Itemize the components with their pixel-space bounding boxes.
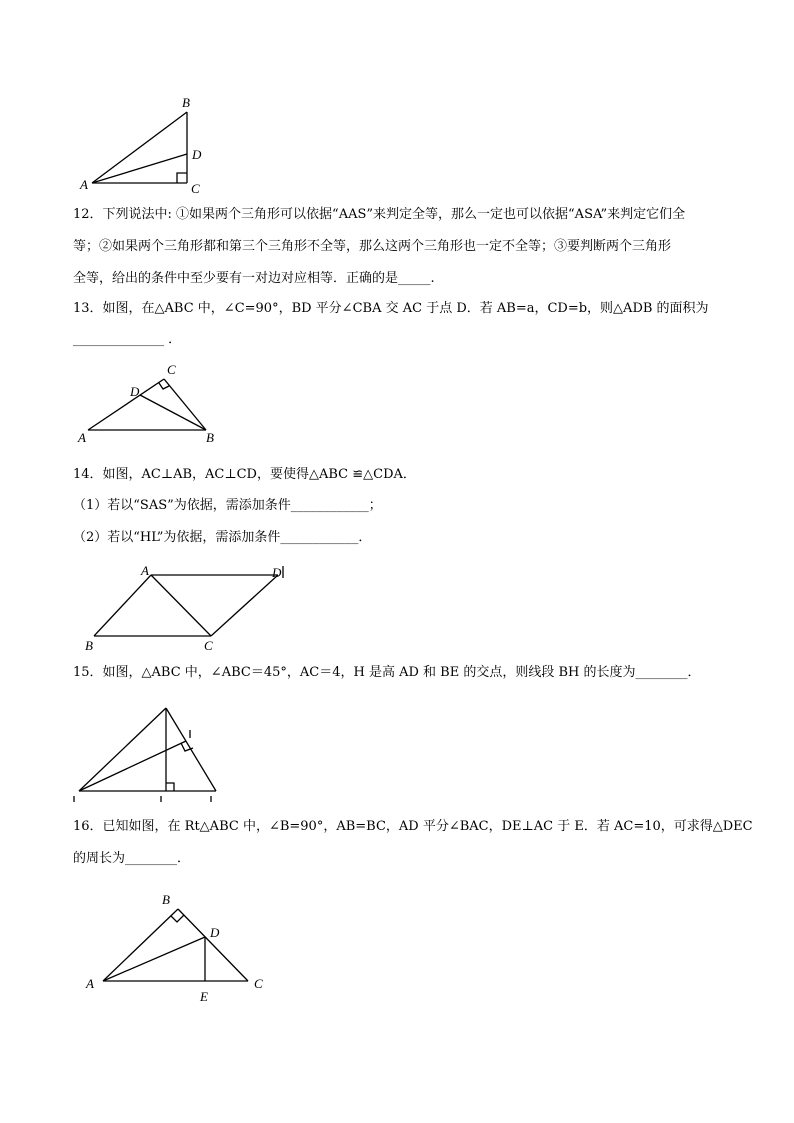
label-c: C	[254, 976, 263, 991]
segment-bd	[140, 395, 206, 430]
q16-line1: 16．已知如图，在 Rt△ABC 中，∠B=90°，AB=BC，AD 平分∠BAC，DE⊥AC 于 E．若 AC=10，可求得△DEC	[73, 819, 753, 834]
figure-top-triangle	[70, 92, 220, 202]
q14-line2: （1）若以“SAS”为依据，需添加条件____________；	[73, 498, 382, 513]
right-angle-mark	[177, 173, 187, 183]
q14-line3: （2）若以“HL”为依据，需添加条件____________．	[73, 530, 372, 545]
q16-line2: 的周长为________．	[73, 851, 191, 866]
label-d: D	[210, 925, 220, 940]
label-a: A	[78, 430, 86, 445]
right-angle-mark-d	[166, 783, 174, 791]
segment-ad	[103, 937, 205, 981]
figure-q13	[72, 358, 232, 450]
q12-line1: 12．下列说法中: ①如果两个三角形可以依据“AAS”来判定全等，那么一定也可以依据“ASA”来判定它们全	[73, 207, 686, 222]
label-b: B	[85, 638, 93, 653]
label-c: C	[204, 638, 213, 653]
q13-line2: ______________ ．	[73, 332, 182, 347]
label-c: C	[191, 181, 200, 196]
segment-ac	[166, 708, 216, 791]
segment-ab	[94, 575, 151, 636]
q13-line1: 13．如图，在△ABC 中，∠C=90°，BD 平分∠CBA 交 AC 于点 D．若 AB=a，CD=b，则△ADB 的面积为	[73, 301, 709, 316]
segment-cd	[211, 575, 278, 636]
q12-line2: 等；②如果两个三角形都和第三个三角形不全等，那么这两个三角形也一定不全等；③要判断两个三角形	[73, 239, 672, 254]
label-b: B	[182, 95, 190, 110]
label-e: E	[200, 989, 208, 1004]
label-d: D	[130, 384, 140, 399]
segment-ab	[92, 112, 187, 183]
label-a: A	[80, 177, 88, 192]
segment-ad	[92, 154, 187, 183]
right-angle-mark-b	[171, 915, 184, 922]
segment-ac	[151, 575, 211, 636]
label-b: B	[162, 892, 170, 907]
segment-ac	[88, 379, 164, 430]
segment-bc	[178, 909, 248, 981]
segment-ab	[103, 909, 178, 981]
figure-q16	[80, 888, 275, 1008]
label-b: B	[206, 430, 214, 445]
segment-cb	[164, 379, 206, 430]
figure-q14-parallelogram	[80, 560, 295, 655]
label-d: D	[192, 147, 202, 162]
label-a: A	[86, 976, 94, 991]
q12-line3: 全等，给出的条件中至少要有一对边对应相等．正确的是_____.	[73, 271, 435, 286]
label-d: D	[272, 565, 282, 580]
label-c: C	[167, 362, 176, 377]
figure-q15	[70, 700, 225, 805]
q15-line1: 15．如图，△ABC 中，∠ABC＝45°，AC＝4，H 是高 AD 和 BE 的交点，则线段 BH 的长度为________．	[73, 665, 701, 680]
label-a: A	[141, 563, 149, 578]
q14-line1: 14．如图，AC⊥AB，AC⊥CD，要使得△ABC ≌△CDA．	[73, 467, 416, 482]
segment-ab	[79, 708, 166, 791]
